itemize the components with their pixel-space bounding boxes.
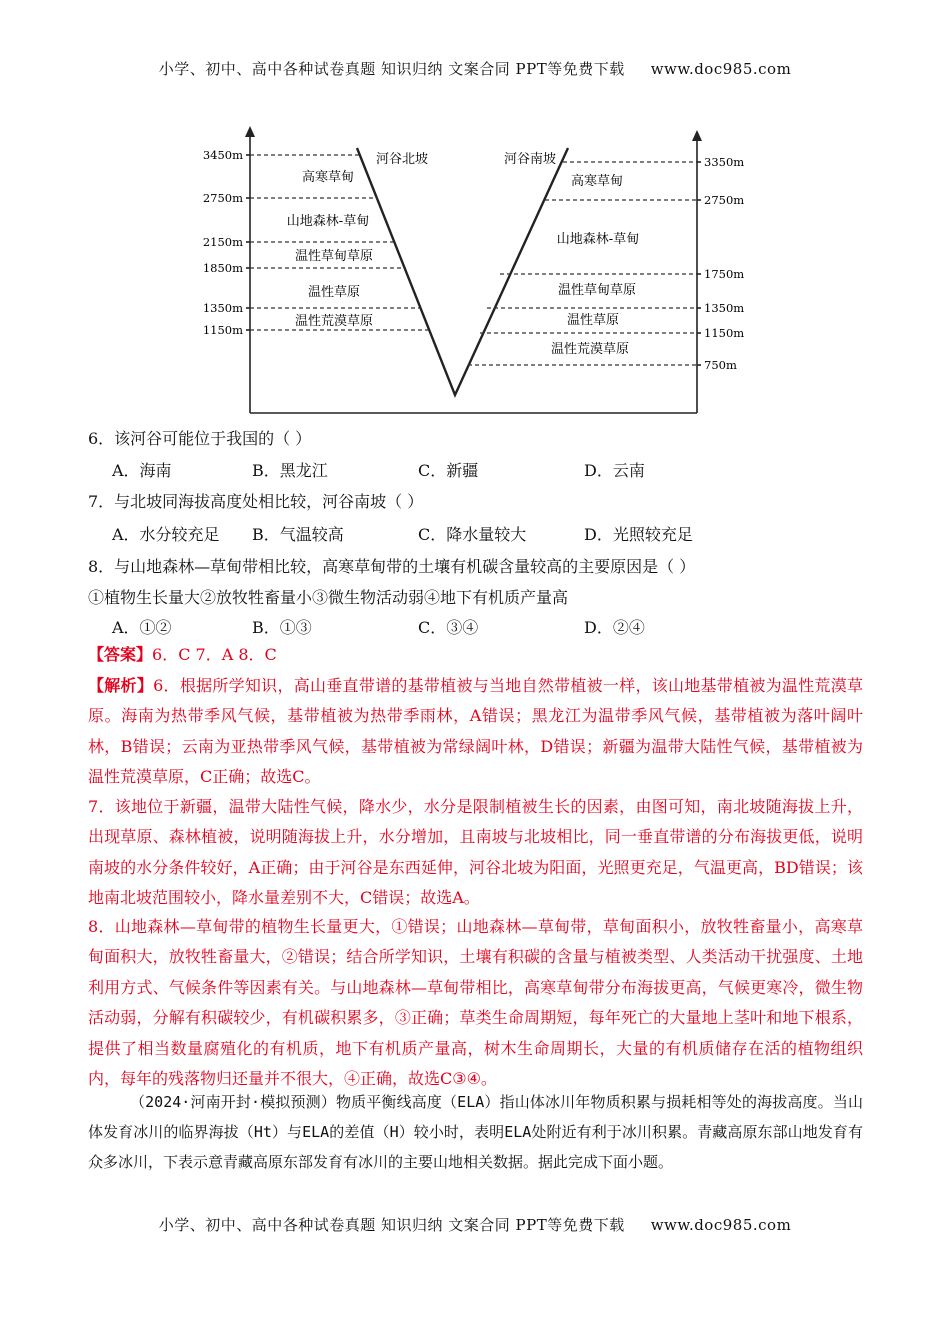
analysis-8: 8．山地森林—草甸带的植物生长量更大，①错误；山地森林—草甸带，草甸面积小，放牧牲畜量小，高寒草甸面积大，放牧牲畜量大，②错误；结合所学知识，土壤有积碳的含量与植被类型、人类活动干扰强度、土地利用方式、气候条件等因素有关。与山地森林—草甸带相比，高寒草甸带分布海拔更高，气候更寒冷，微生物活动弱，分解有积碳较少，有机碳积累多，③正确；草类生命周期短，每年死亡的大量地上茎叶和地下根系，提供了相当数量腐殖化的有机质，地下有机质产量高，树木生命周期长，大量的有机质储存在活的植物组织内，每年的残落物归还量并不很大，④正确，故选C③④。 <box>88 917 863 1089</box>
south-slope-title: 河谷南坡 <box>503 152 557 167</box>
footer-site: www.doc985.com <box>650 1216 792 1234</box>
left-axis-arrow <box>245 126 255 137</box>
valley-profile <box>357 148 568 395</box>
south-elev-label: 2750m <box>704 193 745 207</box>
header-site: www.doc985.com <box>650 60 792 78</box>
question-8-statements: ①植物生长量大②放牧牲畜量小③微生物活动弱④地下有机质产量高 <box>88 588 569 607</box>
header-text: 小学、初中、高中各种试卷真题 知识归纳 文案合同 PPT等免费下载 <box>158 60 625 78</box>
valley-vegetation-diagram <box>0 0 950 420</box>
q6-option-a: A．海南 <box>112 461 172 480</box>
q8-option-c: C．③④ <box>418 618 479 637</box>
q7-option-a: A．水分较充足 <box>112 525 220 544</box>
q7-option-d: D．光照较充足 <box>584 525 693 544</box>
north-elev-label: 3450m <box>202 148 243 162</box>
north-elev-label: 1150m <box>202 323 243 337</box>
north-elev-label: 2750m <box>202 191 243 205</box>
question-8-stem: 8．与山地森林—草甸带相比较，高寒草甸带的土壤有机碳含量较高的主要原因是（ ） <box>88 557 696 576</box>
question-7-stem: 7．与北坡同海拔高度处相比较，河谷南坡（ ） <box>88 492 424 511</box>
q8-option-b: B．①③ <box>252 618 312 637</box>
page-footer <box>0 1214 950 1235</box>
north-zone-label: 温性草原 <box>307 285 361 300</box>
q7-option-b: B．气温较高 <box>252 525 344 544</box>
south-elev-label: 1350m <box>704 301 745 315</box>
north-elev-label: 2150m <box>202 235 243 249</box>
north-zone-label: 高寒草甸 <box>301 170 355 185</box>
south-zone-label: 高寒草甸 <box>570 174 624 189</box>
south-boundaries <box>468 162 697 365</box>
q6-option-c: C．新疆 <box>418 461 479 480</box>
next-question-intro: （2024·河南开封·模拟预测）物质平衡线高度（ELA）指山体冰川年物质积累与损耗相等处的海拔高度。当山体发育冰川的临界海拔（Ht）与ELA的差值（H）较小时，表明ELA处附近有利于冰川积累。青藏高原东部山地发育有众多冰川，下表示意青藏高原东部发育有冰川的主要山地相关数据。据此完成下面小题。 <box>88 1093 863 1171</box>
analysis-6 <box>88 671 863 793</box>
south-zone-label: 温性草甸草原 <box>557 283 637 298</box>
south-elev-label: 3350m <box>704 155 745 169</box>
north-elev-label: 1850m <box>202 261 243 275</box>
question-6-stem: 6．该河谷可能位于我国的（ ） <box>88 429 312 448</box>
analysis-tag: 【解析】 <box>88 676 154 695</box>
q8-option-a: A．①② <box>112 618 172 637</box>
north-slope-title: 河谷北坡 <box>375 152 429 167</box>
q6-option-d: D．云南 <box>584 461 645 480</box>
q8-option-d: D．②④ <box>584 618 645 637</box>
answer-line <box>88 640 863 670</box>
south-elev-label: 750m <box>704 358 737 372</box>
south-zone-label: 山地森林-草甸 <box>556 232 640 247</box>
south-zone-label: 温性荒漠草原 <box>550 342 630 357</box>
q7-option-c: C．降水量较大 <box>418 525 527 544</box>
south-elev-label: 1150m <box>704 326 745 340</box>
south-zone-label: 温性草原 <box>566 313 620 328</box>
right-axis-arrow <box>692 130 702 141</box>
q6-option-b: B．黑龙江 <box>252 461 328 480</box>
north-zone-label: 山地森林-草甸 <box>286 214 370 229</box>
footer-text: 小学、初中、高中各种试卷真题 知识归纳 文案合同 PPT等免费下载 <box>158 1216 625 1234</box>
answer-tag: 【答案】 <box>88 645 153 664</box>
answer-text: 6．C 7．A 8．C <box>152 645 277 664</box>
north-zone-label: 温性荒漠草原 <box>294 314 374 329</box>
south-elev-label: 1750m <box>704 267 745 281</box>
north-elev-label: 1350m <box>202 301 243 315</box>
analysis-7: 7．该地位于新疆，温带大陆性气候，降水少，水分是限制植被生长的因素，由图可知，南北坡随海拔上升，出现草原、森林植被，说明随海拔上升，水分增加，且南坡与北坡相比，同一垂直带谱的分布海拔更低，说明南坡的水分条件较好，A正确；由于河谷是东西延伸，河谷北坡为阳面，光照更充足，气温更高，BD错误；该地南北坡范围较小，降水量差别不大，C错误；故选A。 <box>88 797 863 908</box>
analysis-6-text: 6．根据所学知识，高山垂直带谱的基带植被与当地自然带植被一样，该山地基带植被为温性荒漠草原。海南为热带季风气候，基带植被为热带季雨林，A错误；黑龙江为温带季风气候，基带植被为落叶阔叶林，B错误；云南为亚热带季风气候，基带植被为常绿阔叶林，D错误；新疆为温带大陆性气候，基带植被为温性荒漠草原，C正确；故选C。 <box>88 676 863 787</box>
north-zone-label: 温性草甸草原 <box>294 249 374 264</box>
